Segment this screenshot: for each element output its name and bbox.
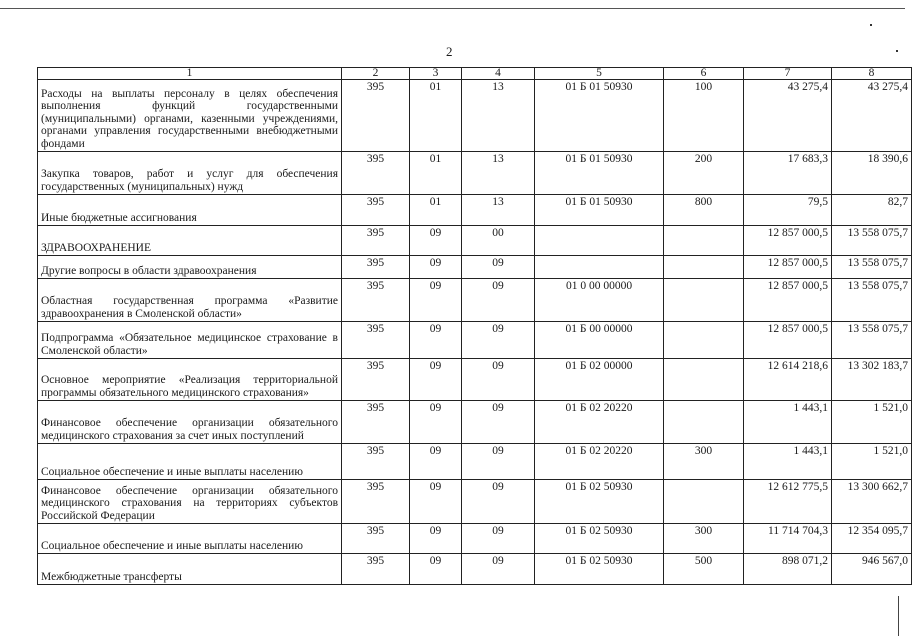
cell-subsection: 09 xyxy=(462,256,535,279)
cell-target-article xyxy=(535,226,664,256)
scan-speck xyxy=(870,24,872,26)
cell-amount-year2: 1 521,0 xyxy=(832,444,912,480)
cell-target-article: 01 Б 00 00000 xyxy=(535,322,664,359)
scan-right-edge xyxy=(898,596,899,636)
cell-section: 09 xyxy=(410,401,462,444)
cell-section: 01 xyxy=(410,80,462,152)
cell-chief-admin: 395 xyxy=(342,524,410,554)
cell-subsection: 09 xyxy=(462,322,535,359)
cell-amount-year2: 1 521,0 xyxy=(832,401,912,444)
cell-amount-year1: 12 857 000,5 xyxy=(744,226,832,256)
table-row xyxy=(38,322,912,359)
table-row xyxy=(38,444,912,480)
cell-chief-admin: 395 xyxy=(342,401,410,444)
table-row xyxy=(38,279,912,322)
cell-expense-type xyxy=(664,480,744,524)
table-row xyxy=(38,256,912,279)
table-row xyxy=(38,401,912,444)
cell-expense-type: 300 xyxy=(664,444,744,480)
row-name: Финансовое обеспечение организации обязательного медицинского страхования за счет иных поступлений xyxy=(38,401,342,444)
row-name: ЗДРАВООХРАНЕНИЕ xyxy=(38,226,342,256)
cell-target-article: 01 Б 02 00000 xyxy=(535,359,664,401)
cell-target-article: 01 Б 02 20220 xyxy=(535,401,664,444)
cell-chief-admin: 395 xyxy=(342,359,410,401)
table-row xyxy=(38,152,912,195)
cell-section: 09 xyxy=(410,226,462,256)
budget-table xyxy=(37,67,912,585)
cell-chief-admin: 395 xyxy=(342,322,410,359)
table-row xyxy=(38,80,912,152)
cell-amount-year1: 12 612 775,5 xyxy=(744,480,832,524)
cell-chief-admin: 395 xyxy=(342,152,410,195)
cell-target-article: 01 Б 02 50930 xyxy=(535,524,664,554)
cell-section: 09 xyxy=(410,480,462,524)
cell-amount-year2: 13 558 075,7 xyxy=(832,256,912,279)
cell-amount-year2: 13 558 075,7 xyxy=(832,279,912,322)
scan-speck xyxy=(896,50,898,52)
cell-expense-type: 200 xyxy=(664,152,744,195)
table-row xyxy=(38,554,912,585)
column-header: 1 xyxy=(38,68,342,80)
cell-expense-type: 100 xyxy=(664,80,744,152)
cell-expense-type: 300 xyxy=(664,524,744,554)
cell-amount-year1: 898 071,2 xyxy=(744,554,832,585)
cell-chief-admin: 395 xyxy=(342,226,410,256)
cell-subsection: 09 xyxy=(462,524,535,554)
cell-subsection: 09 xyxy=(462,359,535,401)
cell-section: 01 xyxy=(410,152,462,195)
cell-target-article: 01 Б 02 50930 xyxy=(535,480,664,524)
cell-target-article: 01 Б 01 50930 xyxy=(535,195,664,226)
cell-section: 09 xyxy=(410,256,462,279)
cell-chief-admin: 395 xyxy=(342,480,410,524)
cell-subsection: 00 xyxy=(462,226,535,256)
cell-subsection: 09 xyxy=(462,480,535,524)
cell-subsection: 09 xyxy=(462,279,535,322)
cell-target-article: 01 Б 02 50930 xyxy=(535,554,664,585)
row-name: Другие вопросы в области здравоохранения xyxy=(38,256,342,279)
cell-amount-year1: 11 714 704,3 xyxy=(744,524,832,554)
row-name: Областная государственная программа «Развитие здравоохранения в Смоленской области» xyxy=(38,279,342,322)
table-row xyxy=(38,480,912,524)
cell-amount-year2: 43 275,4 xyxy=(832,80,912,152)
table-header-row xyxy=(38,68,912,80)
table-row xyxy=(38,226,912,256)
cell-amount-year1: 1 443,1 xyxy=(744,444,832,480)
cell-amount-year1: 12 614 218,6 xyxy=(744,359,832,401)
cell-amount-year2: 12 354 095,7 xyxy=(832,524,912,554)
cell-amount-year2: 13 300 662,7 xyxy=(832,480,912,524)
cell-amount-year1: 12 857 000,5 xyxy=(744,256,832,279)
cell-target-article: 01 Б 02 20220 xyxy=(535,444,664,480)
column-header: 7 xyxy=(744,68,832,80)
column-header: 8 xyxy=(832,68,912,80)
cell-subsection: 13 xyxy=(462,152,535,195)
row-name: Социальное обеспечение и иные выплаты населению xyxy=(38,444,342,480)
cell-section: 09 xyxy=(410,554,462,585)
row-name: Подпрограмма «Обязательное медицинское страхование в Смоленской области» xyxy=(38,322,342,359)
cell-amount-year1: 43 275,4 xyxy=(744,80,832,152)
column-header: 3 xyxy=(410,68,462,80)
cell-section: 09 xyxy=(410,444,462,480)
cell-amount-year2: 18 390,6 xyxy=(832,152,912,195)
row-name: Межбюджетные трансферты xyxy=(38,554,342,585)
cell-expense-type: 800 xyxy=(664,195,744,226)
cell-expense-type xyxy=(664,256,744,279)
cell-amount-year1: 1 443,1 xyxy=(744,401,832,444)
column-header: 5 xyxy=(535,68,664,80)
cell-expense-type: 500 xyxy=(664,554,744,585)
cell-expense-type xyxy=(664,401,744,444)
cell-chief-admin: 395 xyxy=(342,195,410,226)
row-name: Иные бюджетные ассигнования xyxy=(38,195,342,226)
cell-target-article: 01 Б 01 50930 xyxy=(535,80,664,152)
cell-chief-admin: 395 xyxy=(342,256,410,279)
cell-section: 09 xyxy=(410,359,462,401)
cell-expense-type xyxy=(664,226,744,256)
cell-amount-year1: 79,5 xyxy=(744,195,832,226)
cell-amount-year2: 13 558 075,7 xyxy=(832,322,912,359)
cell-chief-admin: 395 xyxy=(342,279,410,322)
cell-subsection: 09 xyxy=(462,444,535,480)
page-number: 2 xyxy=(446,44,453,59)
row-name: Социальное обеспечение и иные выплаты населению xyxy=(38,524,342,554)
cell-expense-type xyxy=(664,359,744,401)
cell-subsection: 09 xyxy=(462,401,535,444)
cell-expense-type xyxy=(664,279,744,322)
cell-section: 09 xyxy=(410,279,462,322)
row-name: Финансовое обеспечение организации обязательного медицинского страхования на территориях субъектов Российской Федерации xyxy=(38,480,342,524)
cell-amount-year1: 17 683,3 xyxy=(744,152,832,195)
cell-chief-admin: 395 xyxy=(342,554,410,585)
cell-chief-admin: 395 xyxy=(342,80,410,152)
cell-amount-year2: 13 302 183,7 xyxy=(832,359,912,401)
row-name: Расходы на выплаты персоналу в целях обеспечения выполнения функций государственными (муниципальными) органами, казенными учреждениями, органами управления государственными внебюджетными фондами xyxy=(38,80,342,152)
cell-amount-year2: 82,7 xyxy=(832,195,912,226)
column-header: 6 xyxy=(664,68,744,80)
cell-subsection: 13 xyxy=(462,80,535,152)
cell-chief-admin: 395 xyxy=(342,444,410,480)
cell-subsection: 13 xyxy=(462,195,535,226)
cell-amount-year1: 12 857 000,5 xyxy=(744,279,832,322)
row-name: Основное мероприятие «Реализация территориальной программы обязательного медицинского страхования» xyxy=(38,359,342,401)
row-name: Закупка товаров, работ и услуг для обеспечения государственных (муниципальных) нужд xyxy=(38,152,342,195)
cell-section: 01 xyxy=(410,195,462,226)
column-header: 2 xyxy=(342,68,410,80)
table-row xyxy=(38,195,912,226)
cell-amount-year1: 12 857 000,5 xyxy=(744,322,832,359)
cell-target-article: 01 0 00 00000 xyxy=(535,279,664,322)
cell-expense-type xyxy=(664,322,744,359)
cell-amount-year2: 13 558 075,7 xyxy=(832,226,912,256)
cell-amount-year2: 946 567,0 xyxy=(832,554,912,585)
cell-target-article xyxy=(535,256,664,279)
cell-section: 09 xyxy=(410,524,462,554)
scan-top-border xyxy=(0,8,905,9)
table-row xyxy=(38,359,912,401)
table-row xyxy=(38,524,912,554)
cell-target-article: 01 Б 01 50930 xyxy=(535,152,664,195)
column-header: 4 xyxy=(462,68,535,80)
cell-section: 09 xyxy=(410,322,462,359)
cell-subsection: 09 xyxy=(462,554,535,585)
